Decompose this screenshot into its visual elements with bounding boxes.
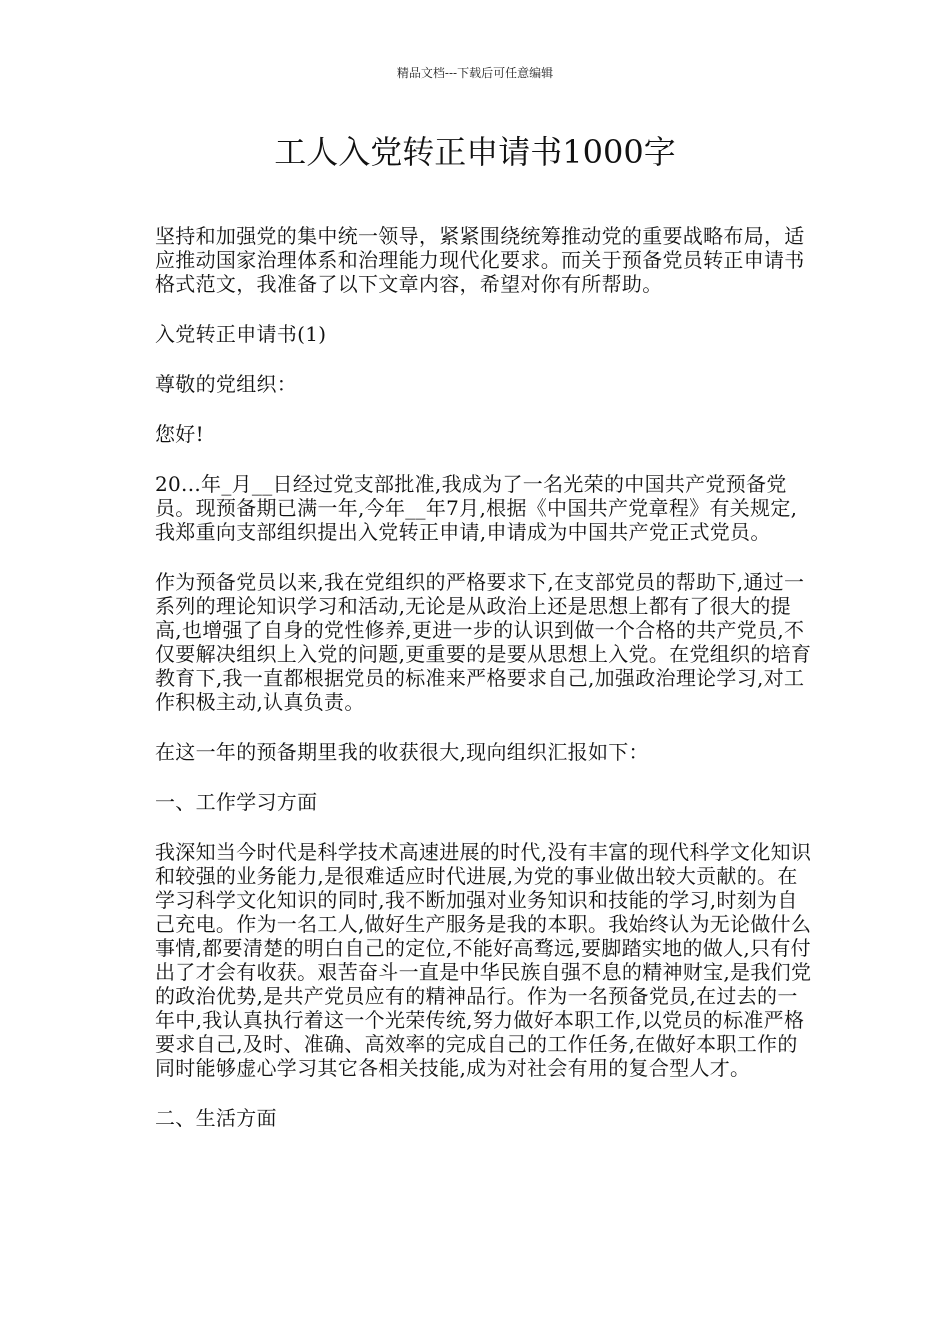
section-heading-work: 一、工作学习方面 [155, 790, 318, 814]
salutation: 尊敬的党组织： [155, 372, 298, 396]
document-title: 工人入党转正申请书1000字 [274, 133, 676, 171]
paragraph-application: 20...年_月__日经过党支部批准,我成为了一名光荣的中国共产党预备党员。现预备期已满一年,今年__年7月,根据《中国共产党章程》有关规定,我郑重向支部组织提出入党转正申请,申请成为中国共产党正式党员。 [155, 472, 798, 544]
intro-paragraph: 坚持和加强党的集中统一领导，紧紧围绕统筹推动党的重要战略布局，适应推动国家治理体系和治理能力现代化要求。而关于预备党员转正申请书格式范文，我准备了以下文章内容，希望对你有所帮助。 [155, 224, 805, 296]
paragraph-report-intro: 在这一年的预备期里我的收获很大,现向组织汇报如下： [155, 740, 649, 764]
greeting: 您好! [155, 422, 204, 446]
paragraph-probation: 作为预备党员以来,我在党组织的严格要求下,在支部党员的帮助下,通过一系列的理论知识学习和活动,无论是从政治上还是思想上都有了很大的提高,也增强了自身的党性修养,更进一步的认识到做一个合格的共产党员,不仅要解决组织上入党的问题,更重要的是要从思想上入党。在党组织的培育教育下,我一直都根据党员的标准来严格要求自己,加强政治理论学习,对工作积极主动,认真负责。 [155, 570, 812, 714]
section-heading: 入党转正申请书(1) [155, 322, 327, 346]
paragraph-work-study: 我深知当今时代是科学技术高速进展的时代,没有丰富的现代科学文化知识和较强的业务能力,是很难适应时代进展,为党的事业做出较大贡献的。在学习科学文化知识的同时,我不断加强对业务知识和技能的学习,时刻为自己充电。作为一名工人,做好生产服务是我的本职。我始终认为无论做什么事情,都要清楚的明白自己的定位,不能好高骛远,要脚踏实地的做人,只有付出了才会有收获。艰苦奋斗一直是中华民族自强不息的精神财宝,是我们党的政治优势,是共产党员应有的精神品行。作为一名预备党员,在过去的一年中,我认真执行着这一个光荣传统,努力做好本职工作,以党员的标准严格要求自己,及时、准确、高效率的完成自己的工作任务,在做好本职工作的同时能够虚心学习其它各相关技能,成为对社会有用的复合型人才。 [155, 840, 812, 1080]
document-body [142, 224, 814, 1156]
section-heading-life: 二、生活方面 [155, 1106, 277, 1130]
header-note: 精品文档---下载后可任意编辑 [396, 66, 554, 80]
